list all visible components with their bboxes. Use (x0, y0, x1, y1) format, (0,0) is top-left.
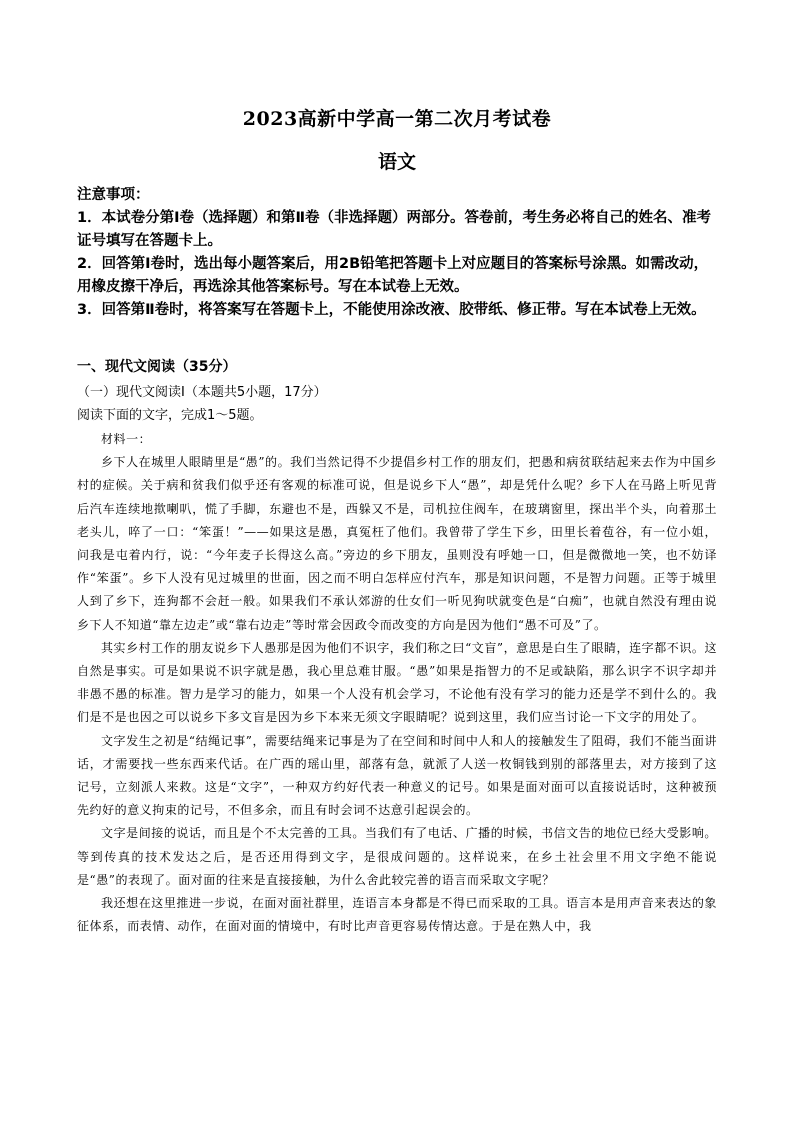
notice-heading: 注意事项： (77, 187, 150, 203)
subject-title: 语文 (377, 151, 416, 173)
material-paragraph: 我还想在这里推进一步说，在面对面社群里，连语言本身都是不得已而采取的工具。语言本是用声音来表达的象征体系，而表情、动作，在面对面的情境中，有时比声音更容易传情达意。于是在熟人中，我 (77, 896, 717, 934)
material-paragraph: 文字是间接的说话，而且是个不太完善的工具。当我们有了电话、广播的时候，书信文告的地位已经大受影响。等到传真的技术发达之后，是否还用得到文字，是很成问题的。这样说来，在乡土社会里不用文字绝不能说是“愚”的表现了。面对面的往来是直接接触，为什么舍此较完善的语言而采取文字呢？ (77, 826, 717, 887)
notice-item-2: 2．回答第Ⅰ卷时，选出每小题答案后，用2B铅笔把答题卡上对应题目的答案标号涂黑。如需改动，用橡皮擦干净后，再选涂其他答案标号。写在本试卷上无效。 (77, 256, 709, 295)
exam-title: 2023高新中学高一第二次月考试卷 (242, 108, 552, 130)
reading-material (77, 428, 717, 938)
notice-item-3: 3．回答第Ⅱ卷时，将答案写在答题卡上，不能使用涂改液、胶带纸、修正带。写在本试卷上无效。 (77, 302, 706, 318)
section-heading: 一、现代文阅读（35分） (77, 359, 237, 375)
material-paragraph: 其实乡村工作的朋友说乡下人愚那是因为他们不识字，我们称之曰“文盲”，意思是白生了眼睛，连字都不识。这自然是事实。可是如果说不识字就是愚，我心里总难甘服。“愚”如果是指智力的不足或缺陷，那么识字不识字却并非愚不愚的标准。智力是学习的能力，如果一个人没有机会学习，不论他有没有学习的能力还是学不到什么的。我们是不是也因之可以说乡下多文盲是因为乡下本来无须文字眼睛呢？说到这里，我们应当讨论一下文字的用处了。 (77, 640, 717, 725)
notice-item-1: 1．本试卷分第Ⅰ卷（选择题）和第Ⅱ卷（非选择题）两部分。答卷前，考生务必将自己的姓名、准考证号填写在答题卡上。 (77, 210, 712, 249)
material-paragraph: 乡下人在城里人眼睛里是“愚”的。我们当然记得不少提倡乡村工作的朋友们，把愚和病贫联结起来去作为中国乡村的症候。关于病和贫我们似乎还有客观的标准可说，但是说乡下人“愚”，却是凭什么呢？乡下人在马路上听见背后汽车连续地揿喇叭，慌了手脚，东避也不是，西躲又不是，司机拉住阀车，在玻璃窗里，探出半个头，向着那土老头儿，啐了一口：“笨蛋！”——如果这是愚，真冤枉了他们。我曾带了学生下乡，田里长着苞谷，有一位小姐，问我是屯着内行，说：“今年麦子长得这么高。”旁边的乡下朋友，虽则没有呼她一口，但是微微地一笑，也不妨译作“笨蛋”。乡下人没有见过城里的世面，因之而不明白怎样应付汽车，那是知识问题，不是智力问题。正等于城里人到了乡下，连狗都不会赶一般。如果我们不承认郊游的仕女们一听见狗吠就变色是“白痴”，也就自然没有理由说乡下人不知道“靠左边走”或“靠右边走”等时常会因政令而改变的方向是因为他们“愚不可及”了。 (77, 455, 717, 632)
material-label: 材料一： (101, 432, 152, 446)
sub-section-heading: （一）现代文阅读Ⅰ（本题共5小题，17分） (77, 385, 327, 400)
section-intro (77, 381, 717, 427)
reading-instruction: 阅读下面的文字，完成1～5题。 (77, 408, 263, 423)
notice-block (77, 184, 717, 322)
material-paragraph: 文字发生之初是“结绳记事”，需要结绳来记事是为了在空间和时间中人和人的接触发生了阻碍，我们不能当面讲话，才需要找一些东西来代话。在广西的瑶山里，部落有急，就派了人送一枚铜钱到别的部落里去，对方接到了这记号，立刻派人来救。这是“文字”，一种双方约好代表一种意义的记号。如果是面对面可以直接说话时，这种被预先约好的意义拘束的记号，不但多余，而且有时会词不达意引起误会的。 (77, 733, 717, 818)
